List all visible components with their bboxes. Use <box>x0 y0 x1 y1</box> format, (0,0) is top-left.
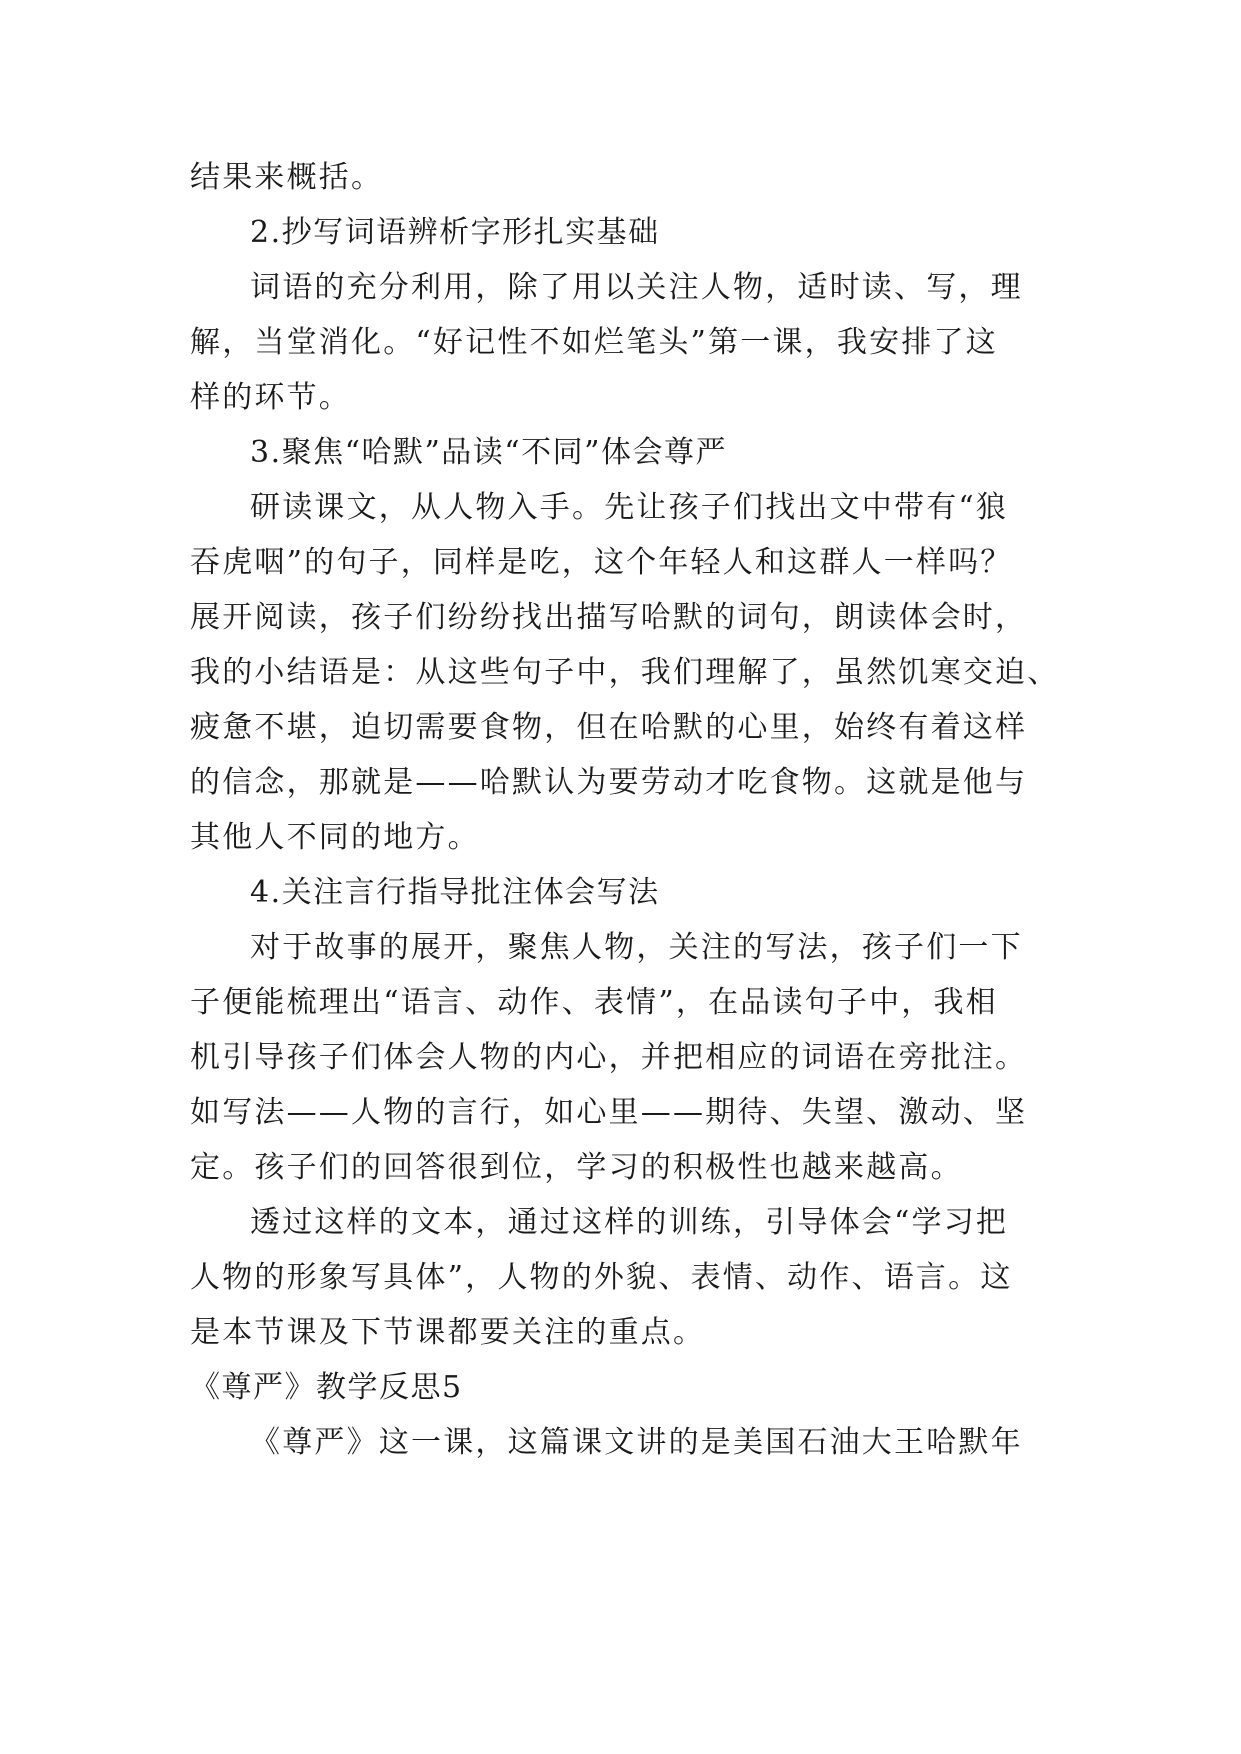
paragraph-line: 《尊严》这一课，这篇课文讲的是美国石油大王哈默年 <box>250 1425 1023 1460</box>
paragraph-line: 结果来概括。 <box>190 160 384 195</box>
paragraph-line: 我的小结语是：从这些句子中，我们理解了，虽然饥寒交迫、 <box>190 655 1060 690</box>
paragraph-line: 解，当堂消化。“好记性不如烂笔头”第一课，我安排了这 <box>190 325 998 360</box>
paragraph-line: 对于故事的展开，聚焦人物，关注的写法，孩子们一下 <box>250 930 1023 965</box>
paragraph-line: 人物的形象写具体”，人物的外貌、表情、动作、语言。这 <box>190 1260 1013 1295</box>
paragraph-line: 子便能梳理出“语言、动作、表情”，在品读句子中，我相 <box>190 985 998 1020</box>
paragraph-line: 疲惫不堪，迫切需要食物，但在哈默的心里，始终有着这样 <box>190 710 1028 745</box>
paragraph-line: 是本节课及下节课都要关注的重点。 <box>190 1315 706 1350</box>
paragraph-line: 的信念，那就是——哈默认为要劳动才吃食物。这就是他与 <box>190 765 1028 800</box>
section-heading-2: 2.抄写词语辨析字形扎实基础 <box>250 215 660 250</box>
paragraph-line: 机引导孩子们体会人物的内心，并把相应的词语在旁批注。 <box>190 1040 1028 1075</box>
section-heading-3: 3.聚焦“哈默”品读“不同”体会尊严 <box>250 435 727 470</box>
paragraph-line: 如写法——人物的言行，如心里——期待、失望、激动、坚 <box>190 1095 1028 1130</box>
article-title: 《尊严》教学反思5 <box>190 1370 463 1405</box>
paragraph-line: 样的环节。 <box>190 380 351 415</box>
paragraph-line: 展开阅读，孩子们纷纷找出描写哈默的词句，朗读体会时， <box>190 600 1028 635</box>
paragraph-line: 定。孩子们的回答很到位，学习的积极性也越来越高。 <box>190 1150 963 1185</box>
section-heading-4: 4.关注言行指导批注体会写法 <box>250 875 660 910</box>
paragraph-line: 研读课文，从人物入手。先让孩子们找出文中带有“狼 <box>250 490 1009 525</box>
paragraph-line: 词语的充分利用，除了用以关注人物，适时读、写，理 <box>250 270 1023 305</box>
paragraph-line: 吞虎咽”的句子，同样是吃，这个年轻人和这群人一样吗？ <box>190 545 1013 580</box>
paragraph-line: 其他人不同的地方。 <box>190 820 480 855</box>
paragraph-line: 透过这样的文本，通过这样的训练，引导体会“学习把 <box>250 1205 1009 1240</box>
